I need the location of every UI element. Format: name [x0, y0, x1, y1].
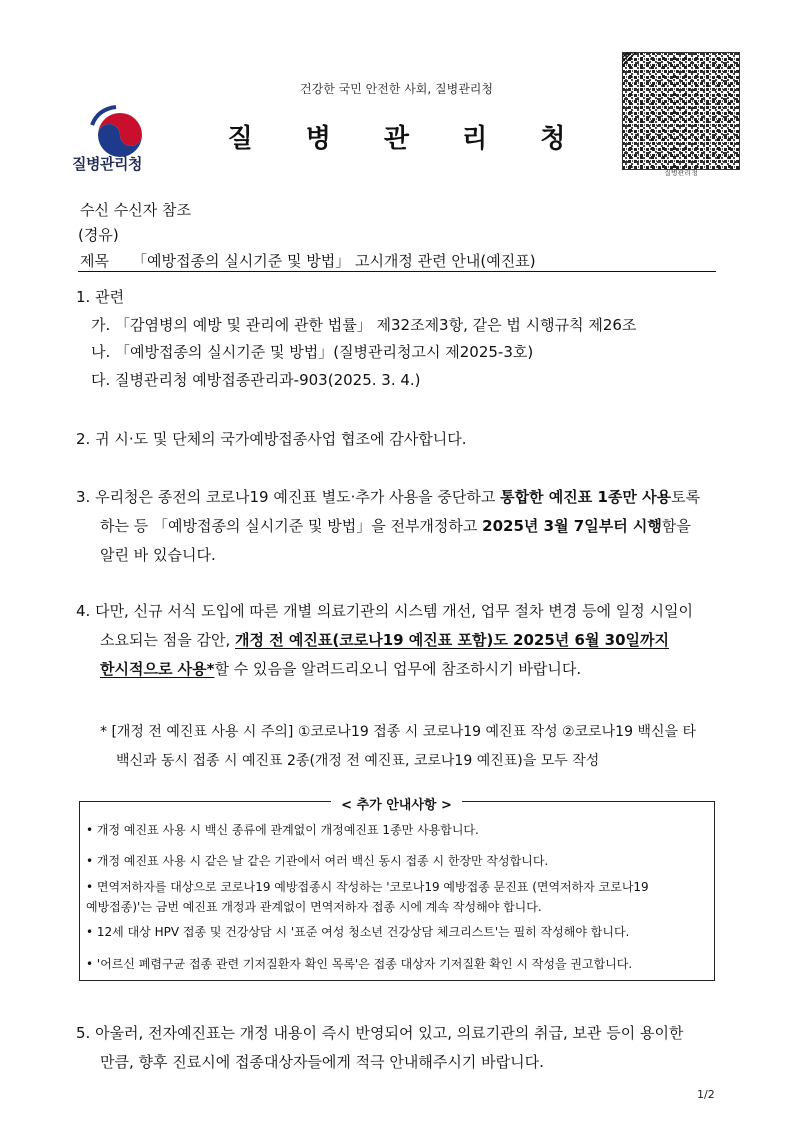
- slogan: 건강한 국민 안전한 사회, 질병관리청: [300, 82, 493, 96]
- subject-label: 제목: [80, 252, 109, 270]
- section-3-bold-1: 통합한 예진표 1종만 사용: [500, 488, 672, 506]
- section-4-bold-underlined: 개정 전 예진표(코로나19 예진표 포함)도 2025년 6월 30일까지 한시적으로 사용*: [100, 631, 670, 678]
- section-3-text-1: 3. 우리청은 종전의 코로나19 예진표 별도·추가 사용을 중단하고: [76, 488, 501, 506]
- subject-divider: [78, 271, 716, 272]
- notice-box-title: < 추가 안내사항 >: [331, 798, 462, 813]
- section-1-title: 1. 관련: [76, 288, 125, 306]
- qr-caption: 질병관리청: [664, 169, 698, 177]
- notice-bullet-4: • 12세 대상 HPV 접종 및 건강상담 시 '표준 여성 청소년 건강상담 체크리스트'는 필히 작성해야 합니다.: [86, 925, 630, 939]
- logo-text: 질병관리청: [72, 155, 142, 173]
- section-3-bold-2: 2025년 3월 7일부터 시행: [482, 517, 662, 535]
- section-4-note: * [개정 전 예진표 사용 시 주의] ①코로나19 접종 시 코로나19 예진표 작성 ②코로나19 백신을 타 백신과 동시 접종 시 예진표 2종(개정 전 예진표, 코로나19 예진표)을 모두 작성: [100, 724, 696, 769]
- section-3: [76, 483, 718, 570]
- section-4-text-1: 4. 다만, 신규 서식 도입에 따른 개별 의료기관의 시스템 개선, 업무 절차 변경 등에 일정 시일이 소요되는 점을 감안,: [76, 602, 694, 649]
- section-3-text-3: 함을 알린 바 있습니다.: [100, 517, 691, 564]
- notice-bullet-2: • 개정 예진표 사용 시 같은 날 같은 기관에서 여러 백신 동시 접종 시 한장만 작성합니다.: [86, 854, 549, 868]
- via: (경유): [78, 226, 119, 244]
- notice-box-title-wrap: [0, 794, 793, 813]
- section-1-a: 가. 「감염병의 예방 및 관리에 관한 법률」 제32조제3항, 같은 법 시행규칙 제26조: [91, 316, 637, 334]
- section-5: 5. 아울러, 전자예진표는 개정 내용이 즉시 반영되어 있고, 의료기관의 취급, 보관 등이 용이한 만큼, 향후 진료시에 접종대상자들에게 적극 안내해주시기 바랍니다.: [76, 1024, 684, 1071]
- qr-code-icon: [622, 52, 740, 170]
- notice-bullet-5: • '어르신 폐렴구균 접종 관련 기저질환자 확인 목록'은 접종 대상자 기저질환 확인 시 작성을 권고합니다.: [86, 957, 633, 971]
- section-1-c: 다. 질병관리청 예방접종관리과-903(2025. 3. 4.): [91, 371, 421, 389]
- page-number: 1/2: [697, 1088, 715, 1101]
- subject: 「예방접종의 실시기준 및 방법」 고시개정 관련 안내(예진표): [132, 252, 536, 270]
- recipient: 수신 수신자 참조: [80, 201, 191, 219]
- section-4-text-2: 할 수 있음을 알려드리오니 업무에 참조하시기 바랍니다.: [214, 660, 582, 678]
- section-3-text-2: 토록 하는 등 「예방접종의 실시기준 및 방법」을 전부개정하고: [100, 488, 701, 535]
- notice-bullet-3: • 면역저하자를 대상으로 코로나19 예방접종시 작성하는 '코로나19 예방접종 문진표 (면역저하자 코로나19 예방접종)'는 금번 예진표 개정과 관계없이 면역저하자 접종 시에 계속 작성해야 합니다.: [86, 880, 649, 914]
- notice-bullet-1: • 개정 예진표 사용 시 백신 종류에 관계없이 개정예진표 1종만 사용합니다.: [86, 823, 479, 837]
- section-4: [76, 597, 718, 684]
- section-1-b: 나. 「예방접종의 실시기준 및 방법」(질병관리청고시 제2025-3호): [91, 343, 534, 361]
- org-title: 질 병 관 리 청: [227, 124, 588, 154]
- section-2: 2. 귀 시·도 및 단체의 국가예방접종사업 협조에 감사합니다.: [76, 430, 467, 448]
